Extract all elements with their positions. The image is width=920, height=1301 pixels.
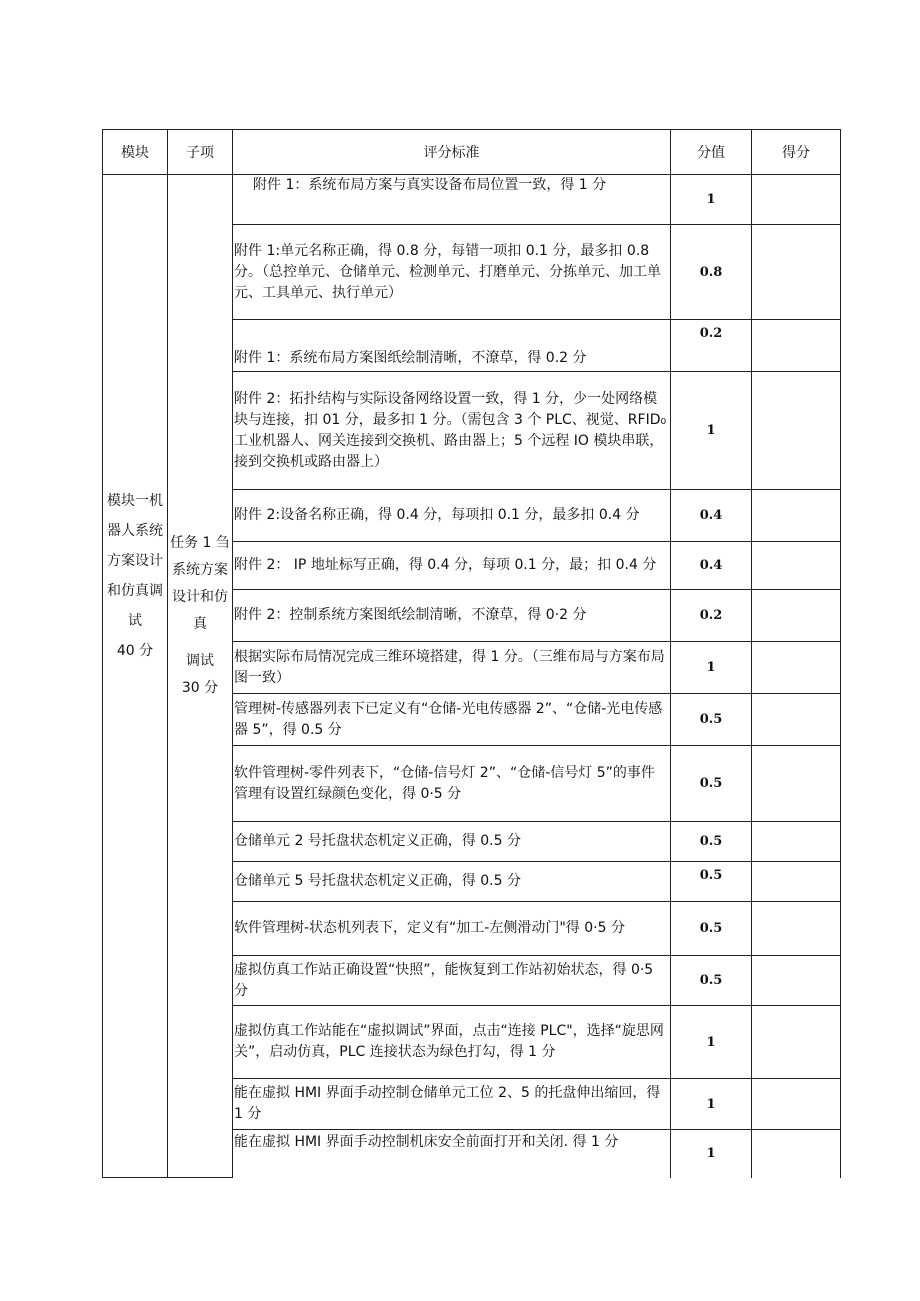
subitem-line: 系统方案 xyxy=(172,562,228,578)
score-cell[interactable] xyxy=(752,590,841,642)
score-cell[interactable] xyxy=(752,225,841,320)
score-cell[interactable] xyxy=(752,694,841,746)
subitem-line: 调试 xyxy=(186,653,214,669)
criteria-cell: 软件管理树-零件列表下，“仓储-信号灯 2”、“仓储-信号灯 5”的事件管理有设置红绿颜色变化，得 0·5 分 xyxy=(233,746,671,822)
scoring-table xyxy=(102,129,841,1178)
points-header: 分值 xyxy=(671,130,752,175)
criteria-cell: 附件 2：控制系统方案图纸绘制清晰，不潦草，得 0·2 分 xyxy=(233,590,671,642)
score-cell[interactable] xyxy=(752,1006,841,1079)
score-cell[interactable] xyxy=(752,1130,841,1178)
points-cell: 0.5 xyxy=(671,822,752,862)
subitem-line: 真 xyxy=(193,616,207,632)
score-cell[interactable] xyxy=(752,642,841,694)
criteria-cell: 根据实际布局情况完成三维环境搭建，得 1 分。（三维布局与方案布局图一致） xyxy=(233,642,671,694)
module-line: 试 xyxy=(128,613,142,629)
score-cell[interactable] xyxy=(752,862,841,902)
score-cell[interactable] xyxy=(752,822,841,862)
header-row xyxy=(103,130,841,175)
criteria-cell: 虚拟仿真工作站正确设置“快照”，能恢复到工作站初始状态，得 0·5 分 xyxy=(233,956,671,1006)
points-cell: 1 xyxy=(671,642,752,694)
criteria-cell: 附件 2:设备名称正确，得 0.4 分，每项扣 0.1 分，最多扣 0.4 分 xyxy=(233,490,671,542)
points-cell: 0.5 xyxy=(671,862,752,902)
criteria-cell: 附件 1：系统布局方案与真实设备布局位置一致，得 1 分 xyxy=(233,175,671,225)
module-line: 和仿真调 xyxy=(107,583,163,599)
points-cell: 0.8 xyxy=(671,225,752,320)
score-header: 得分 xyxy=(752,130,841,175)
score-cell[interactable] xyxy=(752,490,841,542)
score-cell[interactable] xyxy=(752,175,841,225)
table-row xyxy=(103,175,841,225)
points-cell: 0.2 xyxy=(671,320,752,372)
scoring-sheet xyxy=(102,129,840,1178)
criteria-cell: 仓储单元 2 号托盘状态机定义正确，得 0.5 分 xyxy=(233,822,671,862)
score-cell[interactable] xyxy=(752,542,841,590)
subitem-cell xyxy=(168,175,233,1178)
points-cell: 0.4 xyxy=(671,542,752,590)
module-cell xyxy=(103,175,168,1178)
score-cell[interactable] xyxy=(752,320,841,372)
subitem-line: 任务 1 刍 xyxy=(170,535,230,551)
points-cell: 0.4 xyxy=(671,490,752,542)
score-cell[interactable] xyxy=(752,956,841,1006)
module-line: 模块一机 xyxy=(107,493,163,509)
points-cell: 1 xyxy=(671,1130,752,1178)
criteria-cell: 虚拟仿真工作站能在“虚拟调试”界面，点击“连接 PLC"，选择“旋思网关”，启动仿真，PLC 连接状态为绿色打勾，得 1 分 xyxy=(233,1006,671,1079)
subitem-points: 30 分 xyxy=(181,680,219,696)
module-header: 模块 xyxy=(103,130,168,175)
subitem-header: 子项 xyxy=(168,130,233,175)
module-line: 器人系统 xyxy=(107,523,163,539)
score-cell[interactable] xyxy=(752,902,841,956)
points-cell: 0.5 xyxy=(671,746,752,822)
score-cell[interactable] xyxy=(752,1079,841,1130)
points-cell: 1 xyxy=(671,1079,752,1130)
criteria-cell: 能在虚拟 HMI 界面手动控制仓储单元工位 2、5 的托盘伸出缩回，得 1 分 xyxy=(233,1079,671,1130)
points-cell: 0.5 xyxy=(671,956,752,1006)
criteria-cell: 附件 1:单元名称正确，得 0.8 分，每错一项扣 0.1 分，最多扣 0.8 分。（总控单元、仓储单元、检测单元、打磨单元、分拣单元、加工单元、工具单元、执行单元） xyxy=(233,225,671,320)
module-line: 方案设计 xyxy=(107,553,163,569)
module-points: 40 分 xyxy=(116,643,154,659)
points-cell: 1 xyxy=(671,175,752,225)
criteria-header: 评分标准 xyxy=(233,130,671,175)
score-cell[interactable] xyxy=(752,372,841,490)
criteria-cell: 附件 2：拓扑结构与实际设备网络设置一致，得 1 分，少一处网络模块与连接，扣 01 分，最多扣 1 分。（需包含 3 个 PLC、视觉、RFID₀工业机器人、网关连接到交换机、路由器上；5 个远程 IO 模块串联，接到交换机或路由器上） xyxy=(233,372,671,490)
score-cell[interactable] xyxy=(752,746,841,822)
criteria-cell: 仓储单元 5 号托盘状态机定义正确，得 0.5 分 xyxy=(233,862,671,902)
criteria-cell: 附件 1：系统布局方案图纸绘制清晰，不潦草，得 0.2 分 xyxy=(233,320,671,372)
points-cell: 1 xyxy=(671,1006,752,1079)
criteria-cell: 管理树-传感器列表下已定义有“仓储-光电传感器 2”、“仓储-光电传感器 5”，得 0.5 分 xyxy=(233,694,671,746)
points-cell: 0.2 xyxy=(671,590,752,642)
criteria-cell: 软件管理树-状态机列表下，定义有“加工-左侧滑动门"得 0·5 分 xyxy=(233,902,671,956)
points-cell: 0.5 xyxy=(671,694,752,746)
points-cell: 1 xyxy=(671,372,752,490)
points-cell: 0.5 xyxy=(671,902,752,956)
criteria-cell: 能在虚拟 HMI 界面手动控制机床安全前面打开和关闭. 得 1 分 xyxy=(233,1130,671,1178)
criteria-cell: 附件 2： IP 地址标写正确，得 0.4 分，每项 0.1 分，最；扣 0.4 分 xyxy=(233,542,671,590)
subitem-line: 设计和仿 xyxy=(172,589,228,605)
